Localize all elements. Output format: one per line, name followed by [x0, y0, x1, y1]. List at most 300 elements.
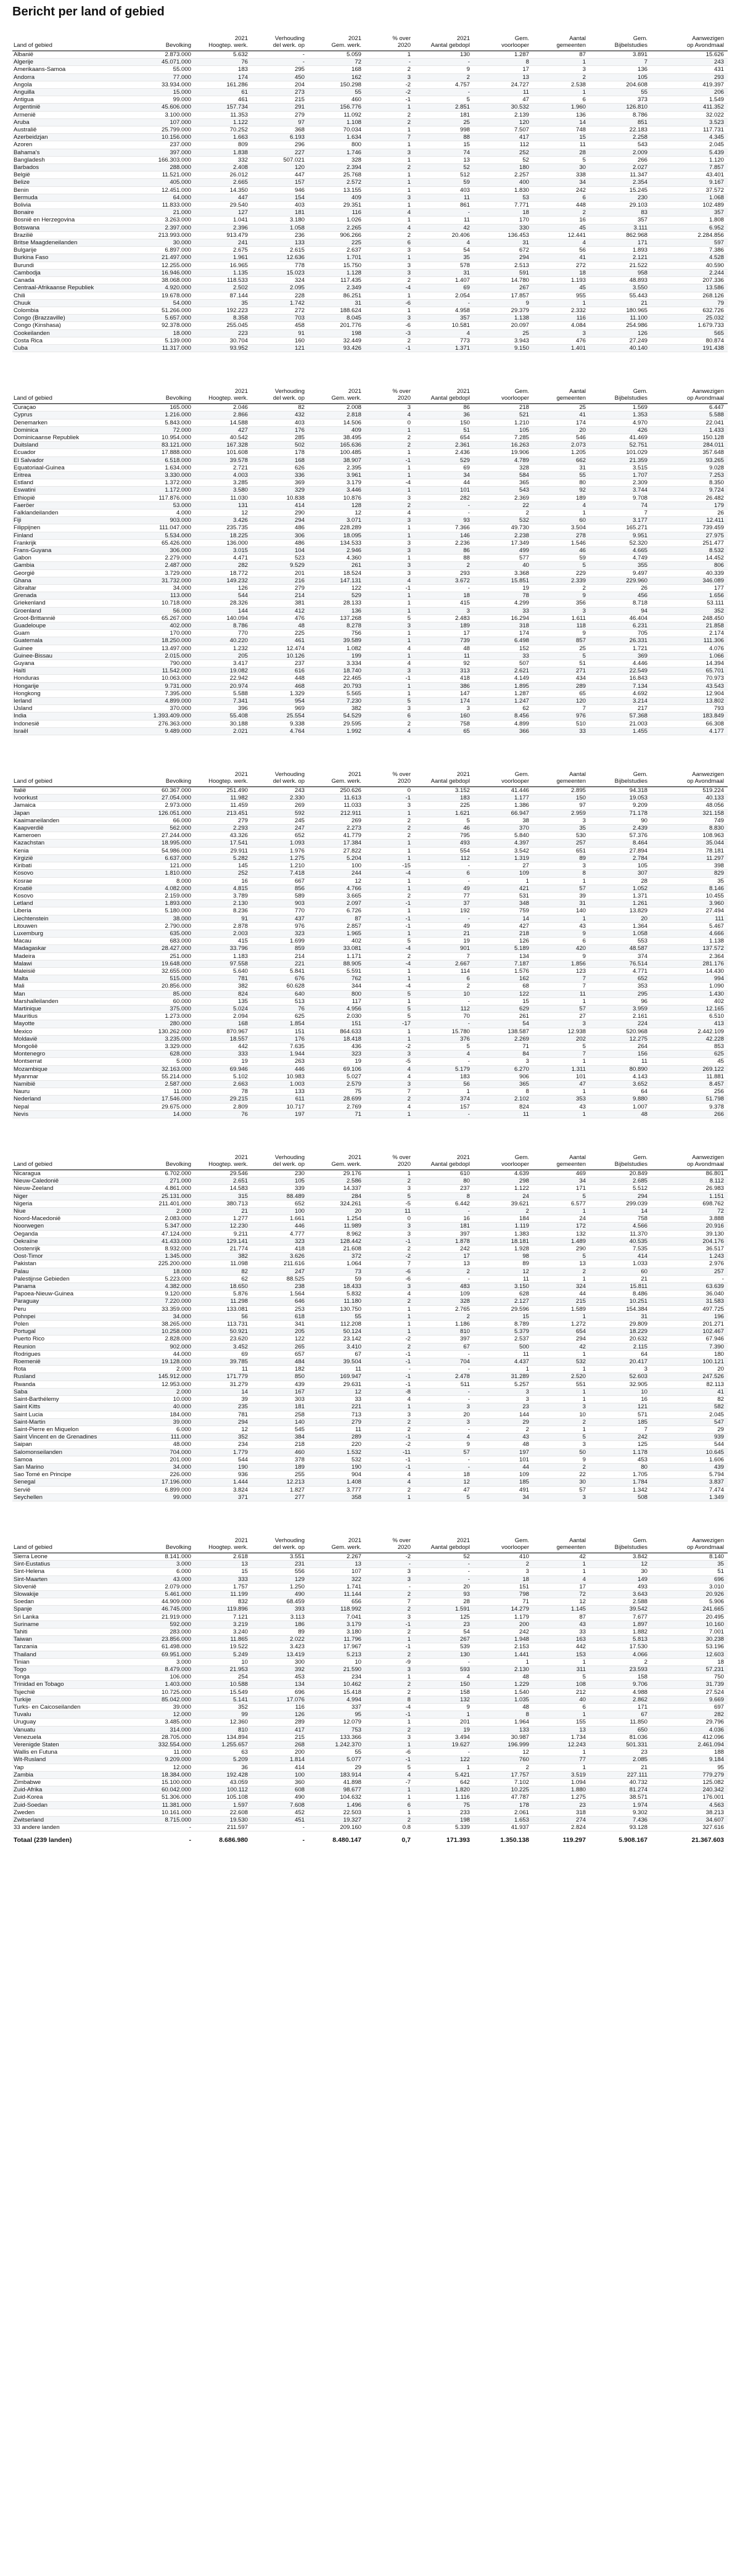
baptisms-cell: 42 [414, 224, 474, 231]
table-row [12, 877, 728, 885]
pct-change-cell: 1 [365, 292, 414, 299]
bible-studies-cell: 242 [590, 1434, 651, 1441]
avg-workers-cell: 39.504 [308, 1358, 365, 1366]
pct-change-cell: 3 [365, 1666, 414, 1673]
avg-workers-cell: 3.410 [308, 1343, 365, 1350]
memorial-attendance-cell: 2.461.094 [651, 1741, 728, 1749]
population-cell: 18.384.000 [136, 1771, 195, 1778]
avg-workers-cell: 73 [308, 1268, 365, 1275]
population-cell: 2.000 [136, 1366, 195, 1373]
ratio-cell: 126 [252, 1711, 308, 1719]
population-cell: 211.401.000 [136, 1200, 195, 1207]
congregations-cell: 7 [533, 1051, 590, 1058]
avg-pioneers-cell: 507 [474, 660, 533, 667]
pct-change-cell: 3 [365, 667, 414, 675]
avg-pioneers-cell: 14 [474, 915, 533, 922]
population-cell: 27.054.000 [136, 795, 195, 802]
bible-studies-cell: 414 [590, 1253, 651, 1260]
peak-workers-cell: 11.298 [195, 1298, 252, 1305]
avg-workers-cell: 14.337 [308, 1185, 365, 1192]
avg-pioneers-cell: 10.225 [474, 1786, 533, 1794]
avg-workers-cell: 169.947 [308, 1373, 365, 1381]
baptisms-cell: 376 [414, 1035, 474, 1042]
peak-workers-cell: 1.135 [195, 269, 252, 276]
baptisms-cell: 357 [414, 315, 474, 322]
avg-pioneers-cell: 14.780 [474, 277, 533, 284]
table-row [12, 1590, 728, 1598]
bible-studies-cell: 958 [590, 269, 651, 276]
ratio-cell: 592 [252, 809, 308, 817]
baptisms-cell: 1 [414, 1711, 474, 1719]
table-row [12, 840, 728, 847]
ratio-cell: 414 [252, 502, 308, 509]
country-name-cell: Eswatini [12, 487, 136, 494]
avg-workers-cell: 190 [308, 1463, 365, 1471]
congregations-cell: 22 [533, 1471, 590, 1479]
pct-change-cell: 5 [365, 614, 414, 622]
peak-workers-cell: 61 [195, 89, 252, 96]
baptisms-cell: 88 [414, 134, 474, 141]
column-header-congregations: Aantal gemeenten [533, 1537, 590, 1553]
ratio-cell: 9.529 [252, 562, 308, 569]
congregations-cell: 1.489 [533, 1237, 590, 1245]
population-cell: 44.000 [136, 1350, 195, 1358]
country-name-cell: Rwanda [12, 1381, 136, 1388]
country-name-cell: El Salvador [12, 456, 136, 464]
country-name-cell: Polen [12, 1321, 136, 1328]
peak-workers-cell: 5.141 [195, 1696, 252, 1703]
avg-pioneers-cell: 84 [474, 1051, 533, 1058]
country-name-cell: Saba [12, 1388, 136, 1395]
table-row [12, 539, 728, 547]
table-row [12, 712, 728, 720]
bible-studies-cell: 52.320 [590, 539, 651, 547]
avg-pioneers-cell: 8 [474, 59, 533, 66]
congregations-cell: 136 [533, 111, 590, 118]
pct-change-cell: 3 [365, 1283, 414, 1290]
table-row [12, 1028, 728, 1035]
baptisms-cell: 483 [414, 1283, 474, 1290]
population-cell: 283.000 [136, 1628, 195, 1635]
avg-pioneers-cell: 25 [474, 329, 533, 337]
peak-workers-cell: 12 [195, 509, 252, 516]
column-header-avg-workers: 2021 Gem. werk. [308, 388, 365, 404]
table-row [12, 1185, 728, 1192]
ratio-cell: 336 [252, 471, 308, 479]
bible-studies-cell: 4.771 [590, 967, 651, 975]
ratio-cell: 329 [252, 487, 308, 494]
pct-change-cell: 2 [365, 442, 414, 449]
country-name-cell: Tanzania [12, 1643, 136, 1651]
population-cell: 66.000 [136, 817, 195, 824]
congregations-cell: 45 [533, 284, 590, 292]
country-name-cell: Papoea-Nieuw-Guinea [12, 1290, 136, 1298]
baptisms-cell: 75 [414, 1801, 474, 1809]
table-row [12, 509, 728, 516]
peak-workers-cell: 14 [195, 1388, 252, 1395]
avg-workers-cell: 55 [308, 89, 365, 96]
table-row [12, 1688, 728, 1696]
ratio-cell: 116 [252, 1704, 308, 1711]
avg-workers-cell: 54.529 [308, 712, 365, 720]
baptisms-cell: 3.152 [414, 787, 474, 795]
avg-pioneers-cell: 543 [474, 487, 533, 494]
pct-change-cell: 3 [365, 539, 414, 547]
table-row [12, 1786, 728, 1794]
pct-change-cell: -2 [365, 89, 414, 96]
avg-workers-cell: 2.394 [308, 164, 365, 171]
population-cell: 11.521.000 [136, 171, 195, 179]
ratio-cell: 294 [252, 517, 308, 524]
memorial-attendance-cell: 29 [651, 1426, 728, 1433]
population-cell: 4.382.000 [136, 1283, 195, 1290]
baptisms-cell: 147 [414, 690, 474, 697]
bible-studies-cell: 1.707 [590, 471, 651, 479]
country-name-cell: Suriname [12, 1620, 136, 1628]
country-name-cell: Saipan [12, 1441, 136, 1448]
baptisms-cell: - [414, 877, 474, 885]
memorial-attendance-cell: 10.160 [651, 1620, 728, 1628]
peak-workers-cell: 2.003 [195, 930, 252, 937]
peak-workers-cell: 136.000 [195, 539, 252, 547]
avg-workers-cell: 328 [308, 156, 365, 163]
table-row [12, 825, 728, 832]
avg-pioneers-cell: 629 [474, 1005, 533, 1012]
congregations-cell: 1 [533, 1396, 590, 1403]
population-cell: 54.000 [136, 299, 195, 307]
bible-studies-cell: 17.530 [590, 1643, 651, 1651]
pct-change-cell: -1 [365, 344, 414, 352]
congregations-cell: 1 [533, 89, 590, 96]
country-name-cell: Marshalleilanden [12, 997, 136, 1005]
pct-change-cell: -1 [365, 1358, 414, 1366]
congregations-cell: 87 [533, 51, 590, 59]
table-row [12, 1628, 728, 1635]
bible-studies-cell: 2.121 [590, 254, 651, 262]
memorial-attendance-cell: 5.588 [651, 411, 728, 419]
baptisms-cell: - [414, 89, 474, 96]
table-row [12, 1719, 728, 1726]
avg-pioneers-cell: 218 [474, 404, 533, 411]
bible-studies-cell: 9.880 [590, 1096, 651, 1103]
country-name-cell: Oeganda [12, 1230, 136, 1237]
population-cell: - [136, 1824, 195, 1831]
peak-workers-cell: 442 [195, 1042, 252, 1050]
bible-studies-cell: 7.535 [590, 1245, 651, 1253]
avg-pioneers-cell: 9 [474, 299, 533, 307]
baptisms-cell: 901 [414, 945, 474, 952]
bible-studies-cell: 1.058 [590, 930, 651, 937]
table-row [12, 1486, 728, 1493]
avg-workers-cell: 41.898 [308, 1779, 365, 1786]
pct-change-cell: 1 [365, 1493, 414, 1501]
column-header-ratio: Verhouding del werk. op [252, 388, 308, 404]
avg-workers-cell: 128.442 [308, 1237, 365, 1245]
population-cell: 288.000 [136, 164, 195, 171]
avg-workers-cell: 11 [308, 1366, 365, 1373]
congregations-cell: 2 [533, 1418, 590, 1426]
bible-studies-cell: 26 [590, 585, 651, 592]
country-name-cell: Congo (Kinshasa) [12, 322, 136, 329]
peak-workers-cell: 19.530 [195, 1817, 252, 1824]
population-cell: 1.893.000 [136, 900, 195, 907]
pct-change-cell: 1 [365, 967, 414, 975]
pct-change-cell: 4 [365, 411, 414, 419]
baptisms-cell: 739 [414, 637, 474, 645]
memorial-attendance-cell: 1.138 [651, 938, 728, 945]
baptisms-cell: 2 [414, 983, 474, 990]
country-name-cell: Azoren [12, 141, 136, 149]
peak-workers-cell: 2.663 [195, 1080, 252, 1088]
baptisms-cell: 6 [414, 975, 474, 983]
pct-change-cell: 1 [365, 186, 414, 194]
bible-studies-cell: 4.665 [590, 547, 651, 554]
baptisms-cell: 3 [414, 607, 474, 614]
total-bible-studies-cell: 5.908.167 [590, 1831, 651, 1846]
peak-workers-cell: 3.240 [195, 1628, 252, 1635]
table-row [12, 315, 728, 322]
table-row [12, 1215, 728, 1223]
avg-workers-cell: 18.418 [308, 1035, 365, 1042]
table-row [12, 960, 728, 967]
baptisms-cell: 132 [414, 1696, 474, 1703]
pct-change-cell: 6 [365, 712, 414, 720]
avg-pioneers-cell: 5.840 [474, 832, 533, 840]
bible-studies-cell: 7 [590, 59, 651, 66]
avg-workers-cell: 150.298 [308, 81, 365, 88]
population-cell: 2.873.000 [136, 51, 195, 59]
avg-pioneers-cell: 7.507 [474, 126, 533, 134]
peak-workers-cell: 205 [195, 652, 252, 659]
ratio-cell: 291 [252, 104, 308, 111]
ratio-cell: 513 [252, 997, 308, 1005]
bible-studies-cell: 11 [590, 1058, 651, 1065]
pct-change-cell: 1 [365, 1028, 414, 1035]
avg-workers-cell: 209.160 [308, 1824, 365, 1831]
avg-workers-cell: 344 [308, 983, 365, 990]
avg-workers-cell: 72 [308, 59, 365, 66]
population-cell: 38.000 [136, 915, 195, 922]
country-name-cell: Zuid-Korea [12, 1794, 136, 1801]
avg-pioneers-cell: 4.899 [474, 720, 533, 727]
ratio-cell: 1.661 [252, 1215, 308, 1223]
baptisms-cell: 4 [414, 1434, 474, 1441]
peak-workers-cell: 161.286 [195, 81, 252, 88]
congregations-cell: 229 [533, 569, 590, 577]
bible-studies-cell: 14 [590, 1208, 651, 1215]
table-row [12, 487, 728, 494]
congregations-cell: 45 [533, 224, 590, 231]
congregations-cell: 2.895 [533, 787, 590, 795]
country-name-cell: Tinian [12, 1658, 136, 1666]
memorial-attendance-cell: 582 [651, 1403, 728, 1411]
peak-workers-cell: 190 [195, 1463, 252, 1471]
baptisms-cell: 4 [414, 1674, 474, 1681]
bible-studies-cell: 15.811 [590, 1283, 651, 1290]
avg-workers-cell: 3.180 [308, 1628, 365, 1635]
column-header-country-name: Land of gebied [12, 771, 136, 787]
avg-pioneers-cell: 185 [474, 1479, 533, 1486]
memorial-attendance-cell: 48.056 [651, 802, 728, 809]
table-row [12, 89, 728, 96]
congregations-cell: 1.272 [533, 1321, 590, 1328]
pct-change-cell: 2 [365, 1096, 414, 1103]
population-cell: 117.876.000 [136, 494, 195, 502]
congregations-cell: 140 [533, 907, 590, 915]
avg-workers-cell: 21.608 [308, 1245, 365, 1253]
avg-pioneers-cell: 1 [474, 1658, 533, 1666]
country-name-cell: Tahiti [12, 1628, 136, 1635]
avg-pioneers-cell: 17.349 [474, 539, 533, 547]
country-name-cell: Mali [12, 983, 136, 990]
ratio-cell: 468 [252, 682, 308, 690]
bible-studies-cell: 3.959 [590, 1005, 651, 1012]
bible-studies-cell: 7.134 [590, 682, 651, 690]
pct-change-cell: 1 [365, 524, 414, 532]
country-name-cell: Guinee [12, 645, 136, 652]
avg-pioneers-cell: 577 [474, 555, 533, 562]
country-name-cell: Cambodja [12, 269, 136, 276]
congregations-cell: 6 [533, 96, 590, 104]
bible-studies-cell: 4.988 [590, 1688, 651, 1696]
congregations-cell: 1.145 [533, 1606, 590, 1613]
population-cell: 9.209.000 [136, 1756, 195, 1764]
baptisms-cell: 4 [414, 1051, 474, 1058]
avg-pioneers-cell: 17.757 [474, 1771, 533, 1778]
avg-pioneers-cell: 4.149 [474, 675, 533, 682]
memorial-attendance-cell: 31.583 [651, 1298, 728, 1305]
baptisms-cell: - [414, 1658, 474, 1666]
avg-pioneers-cell: 759 [474, 907, 533, 915]
table-row [12, 1681, 728, 1688]
baptisms-cell: 86 [414, 404, 474, 411]
congregations-cell: 41 [533, 254, 590, 262]
country-table [12, 1537, 728, 1846]
country-name-cell: Niue [12, 1208, 136, 1215]
bible-studies-cell: 1.033 [590, 1260, 651, 1268]
population-cell: 10.000 [136, 1396, 195, 1403]
avg-pioneers-cell: 417 [474, 134, 533, 141]
bible-studies-cell: 27.249 [590, 337, 651, 344]
avg-workers-cell: 168 [308, 66, 365, 73]
total-country-name-cell: Totaal (239 landen) [12, 1831, 136, 1846]
baptisms-cell: 2.483 [414, 614, 474, 622]
baptisms-cell: - [414, 1388, 474, 1395]
pct-change-cell: -1 [365, 96, 414, 104]
memorial-attendance-cell: 63.639 [651, 1283, 728, 1290]
memorial-attendance-cell: 939 [651, 1434, 728, 1441]
table-row [12, 111, 728, 118]
report-section [12, 35, 728, 352]
country-name-cell: Macau [12, 938, 136, 945]
table-row [12, 322, 728, 329]
population-cell: 19.678.000 [136, 292, 195, 299]
country-name-cell: Samoa [12, 1456, 136, 1463]
table-row [12, 1321, 728, 1328]
baptisms-cell: - [414, 1208, 474, 1215]
table-row [12, 1733, 728, 1741]
congregations-cell: 290 [533, 1245, 590, 1253]
bible-studies-cell: 38.571 [590, 1794, 651, 1801]
population-cell: 46.745.000 [136, 1606, 195, 1613]
avg-pioneers-cell: 242 [474, 1628, 533, 1635]
avg-workers-cell: 128 [308, 502, 365, 509]
table-row [12, 292, 728, 299]
country-name-cell: Albanië [12, 51, 136, 59]
memorial-attendance-cell: 565 [651, 329, 728, 337]
pct-change-cell: 2 [365, 1606, 414, 1613]
ratio-cell: 121 [252, 344, 308, 352]
table-row [12, 1381, 728, 1388]
pct-change-cell: 11 [365, 1208, 414, 1215]
country-name-cell: Azerbeidzjan [12, 134, 136, 141]
baptisms-cell: - [414, 1749, 474, 1756]
memorial-attendance-cell: 411.352 [651, 104, 728, 111]
population-cell: 6.637.000 [136, 854, 195, 862]
population-cell: 10.718.000 [136, 600, 195, 607]
avg-workers-cell: 15.750 [308, 262, 365, 269]
peak-workers-cell: 21.774 [195, 1245, 252, 1253]
baptisms-cell: 282 [414, 494, 474, 502]
bible-studies-cell: 217 [590, 705, 651, 712]
baptisms-cell: 2.478 [414, 1373, 474, 1381]
table-row [12, 945, 728, 952]
pct-change-cell: 1 [365, 1741, 414, 1749]
population-cell: 28.427.000 [136, 945, 195, 952]
bible-studies-cell: 1.007 [590, 1103, 651, 1110]
pct-change-cell: 5 [365, 990, 414, 997]
population-cell: 64.000 [136, 194, 195, 201]
baptisms-cell: 397 [414, 1335, 474, 1343]
country-name-cell: Malta [12, 975, 136, 983]
baptisms-cell: 237 [414, 1185, 474, 1192]
peak-workers-cell: 11.353 [195, 111, 252, 118]
pct-change-cell: 4 [365, 1396, 414, 1403]
population-cell: 19.128.000 [136, 1358, 195, 1366]
memorial-attendance-cell: 78.181 [651, 847, 728, 854]
pct-change-cell: 2 [365, 1590, 414, 1598]
ratio-cell: 285 [252, 434, 308, 441]
avg-pioneers-cell: 348 [474, 900, 533, 907]
table-row [12, 645, 728, 652]
avg-workers-cell: 13 [308, 1561, 365, 1568]
peak-workers-cell: 127 [195, 209, 252, 217]
memorial-attendance-cell: 34.607 [651, 1817, 728, 1824]
country-name-cell: Guadeloupe [12, 622, 136, 630]
avg-pioneers-cell: 1.229 [474, 1681, 533, 1688]
peak-workers-cell: 5.588 [195, 690, 252, 697]
congregations-cell: 4 [533, 1575, 590, 1583]
column-header-country-name: Land of gebied [12, 1537, 136, 1553]
memorial-attendance-cell: 80.874 [651, 337, 728, 344]
table-row [12, 442, 728, 449]
avg-pioneers-cell: 196.999 [474, 1741, 533, 1749]
population-cell: 56.000 [136, 607, 195, 614]
bible-studies-cell: 3.744 [590, 487, 651, 494]
bible-studies-cell: 27.894 [590, 847, 651, 854]
table-row [12, 1035, 728, 1042]
column-header-population: Bevolking [136, 1154, 195, 1170]
pct-change-cell: -6 [365, 1268, 414, 1275]
peak-workers-cell: 1.757 [195, 1583, 252, 1590]
avg-pioneers-cell: 267 [474, 284, 533, 292]
avg-workers-cell: 20 [308, 1208, 365, 1215]
peak-workers-cell: 1.255.657 [195, 1741, 252, 1749]
ratio-cell: 120 [252, 164, 308, 171]
peak-workers-cell: 56 [195, 1313, 252, 1320]
bible-studies-cell: 373 [590, 96, 651, 104]
bible-studies-cell: 30 [590, 1568, 651, 1575]
